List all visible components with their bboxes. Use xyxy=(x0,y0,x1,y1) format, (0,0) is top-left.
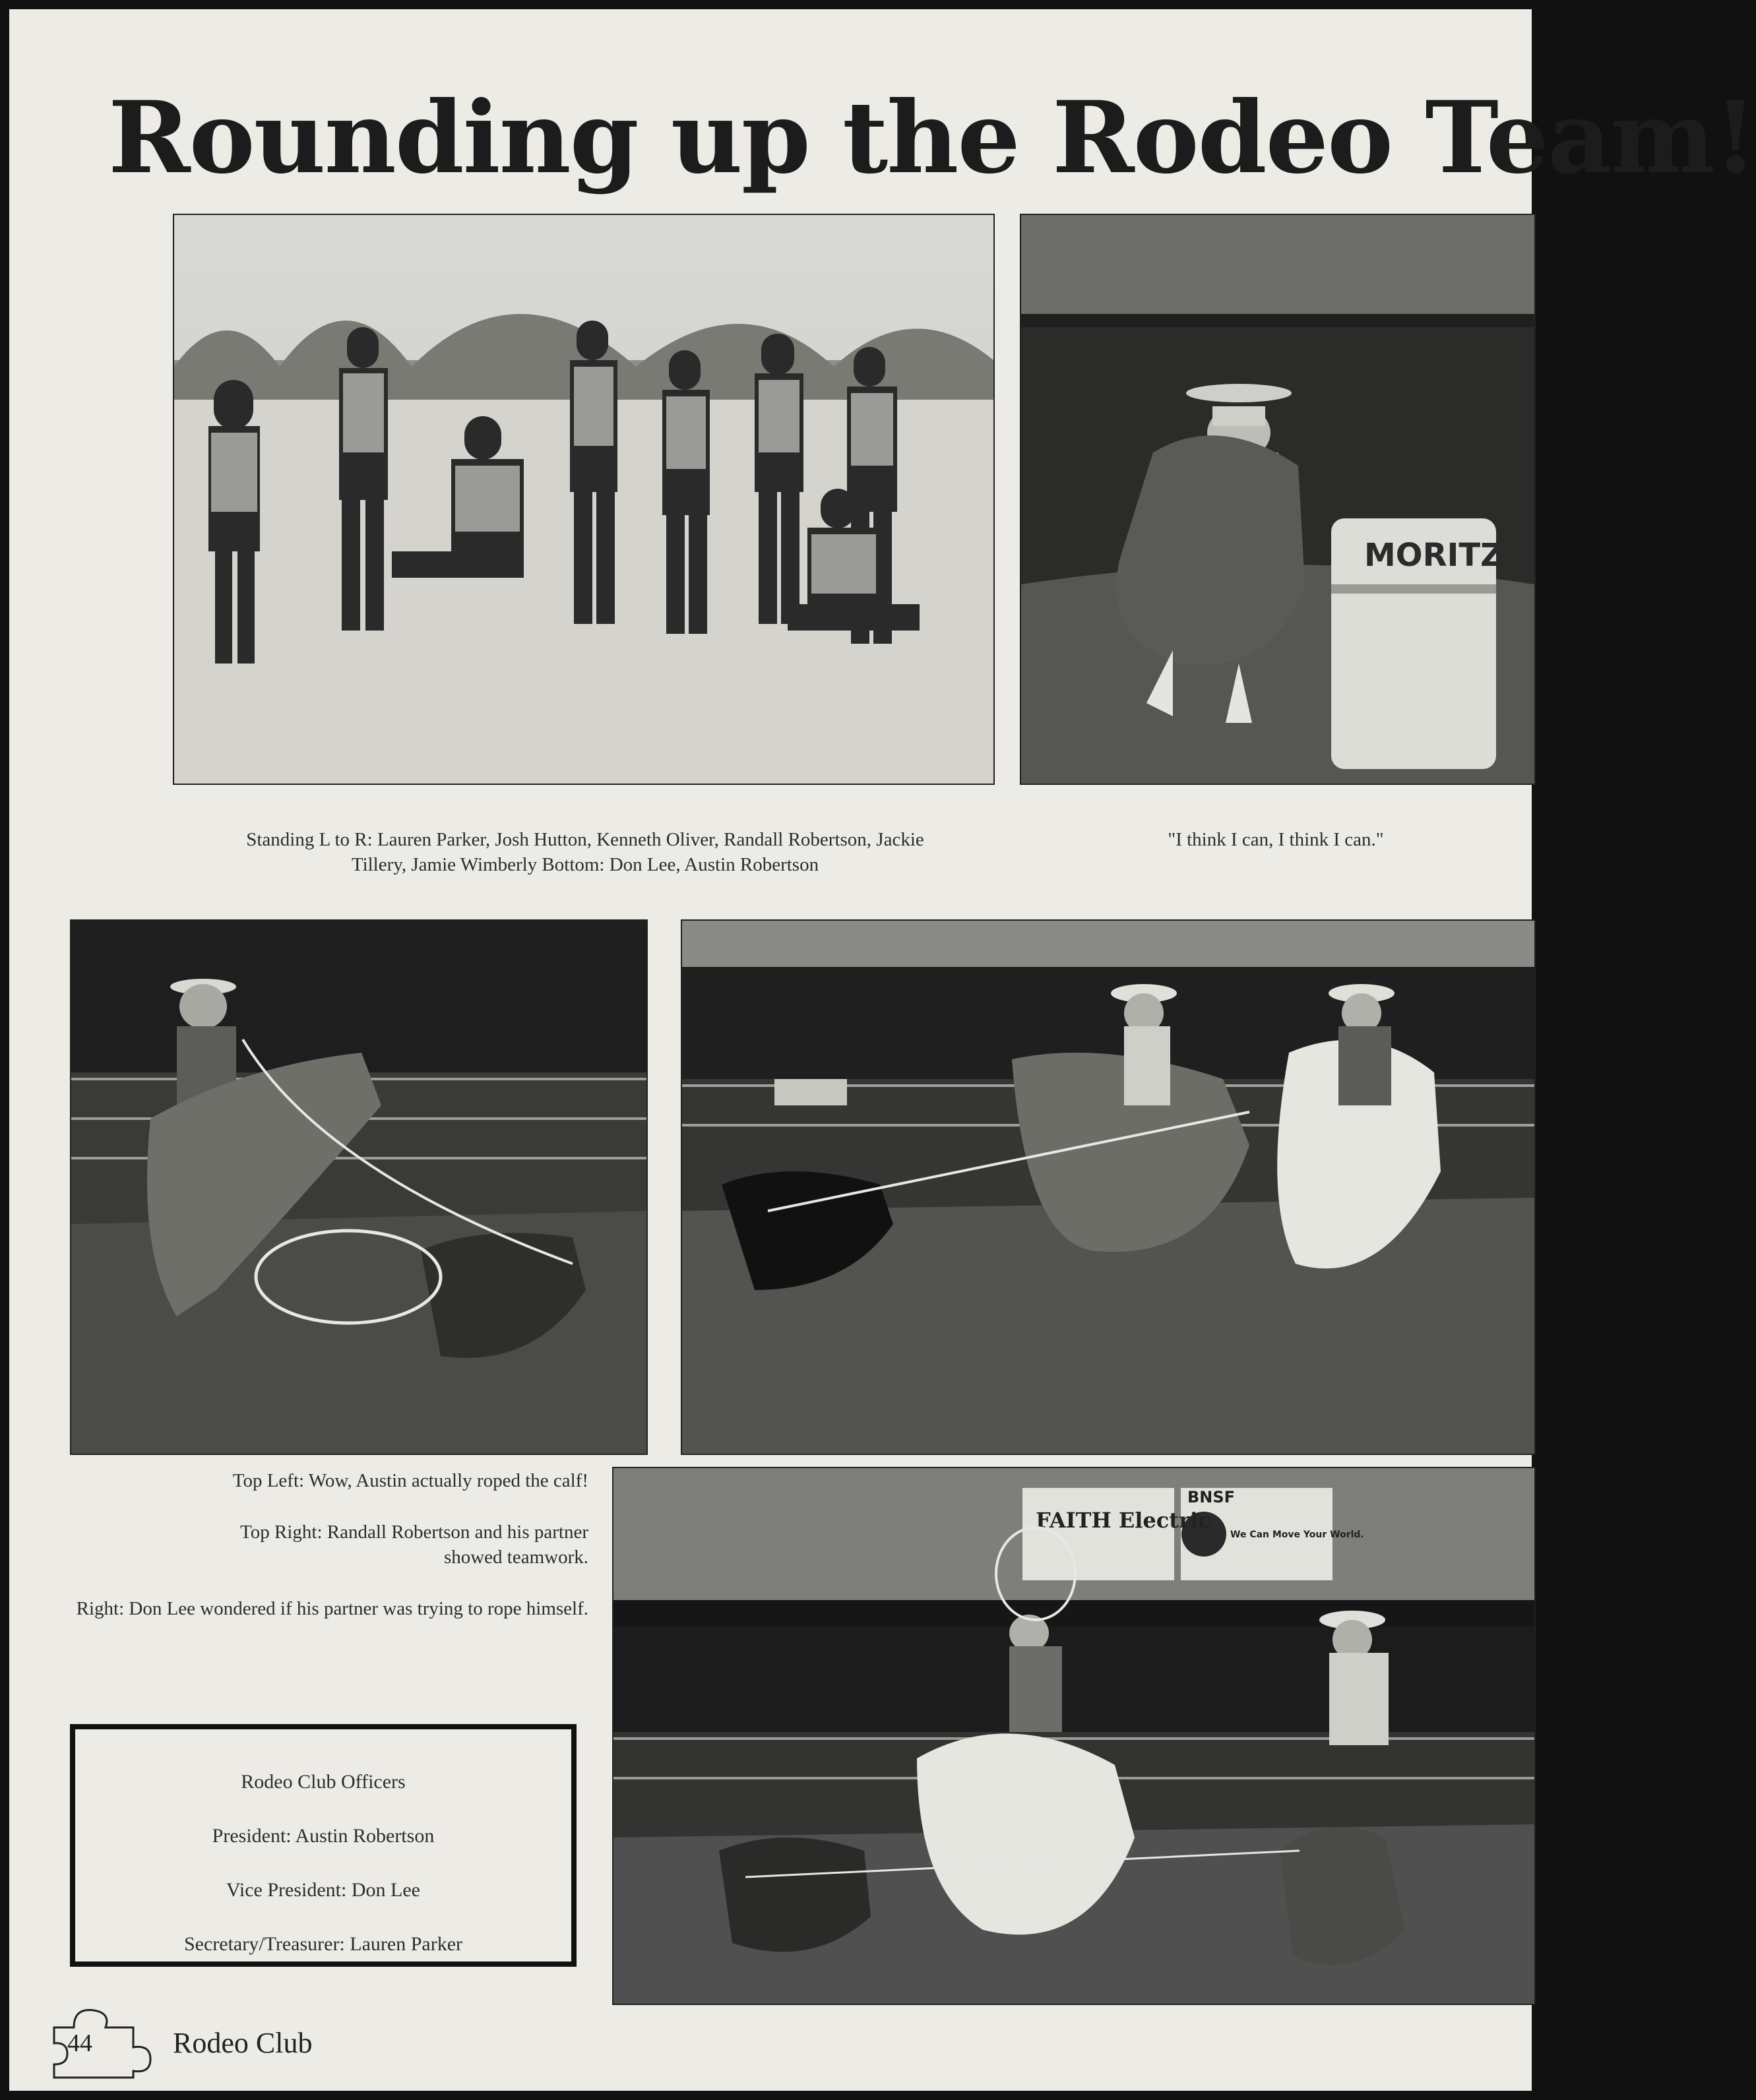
officer-secretary-treasurer: Secretary/Treasurer: Lauren Parker xyxy=(183,1933,463,1955)
sign-bnsf-title: BNSF xyxy=(1187,1488,1236,1506)
right-caption: Right: Don Lee wondered if his partner was trying to rope himself. xyxy=(76,1598,588,1619)
officer-president: President: Austin Robertson xyxy=(212,1825,435,1847)
page-number: 44 xyxy=(67,2029,92,2057)
officers-box xyxy=(70,1724,577,1967)
team-roping-randall-photo xyxy=(681,919,1536,1455)
section-name: Rodeo Club xyxy=(173,2027,313,2059)
page-headline: Rounding up the Rodeo Team! xyxy=(108,80,1756,196)
calf-roping-photo xyxy=(70,919,648,1455)
officers-title: Rodeo Club Officers xyxy=(241,1771,406,1793)
team-roping-don-photo xyxy=(612,1467,1536,2005)
yearbook-page xyxy=(9,9,1756,2091)
top-left-caption: Top Left: Wow, Austin actually roped the calf! xyxy=(232,1470,588,1491)
puzzle-piece-icon xyxy=(47,2001,153,2080)
sign-faith-electric: FAITH Electric xyxy=(1036,1508,1211,1533)
top-right-caption: Top Right: Randall Robertson and his partner showed teamwork. xyxy=(240,1522,588,1568)
barrel-photo-caption: "I think I can, I think I can." xyxy=(1168,829,1384,850)
group-photo-caption: Standing L to R: Lauren Parker, Josh Hutton, Kenneth Oliver, Randall Robertson, Jackie Tillery, Jamie Wimberly Bottom: Don Lee, Austin Robertson xyxy=(246,829,924,875)
sign-bnsf-body: We Can Move Your World. xyxy=(1230,1529,1364,1540)
barrel-label: MORITZ xyxy=(1364,537,1503,574)
officer-vice-president: Vice President: Don Lee xyxy=(226,1879,420,1901)
group-photo xyxy=(173,214,995,785)
barrel-racing-photo xyxy=(1020,214,1536,785)
